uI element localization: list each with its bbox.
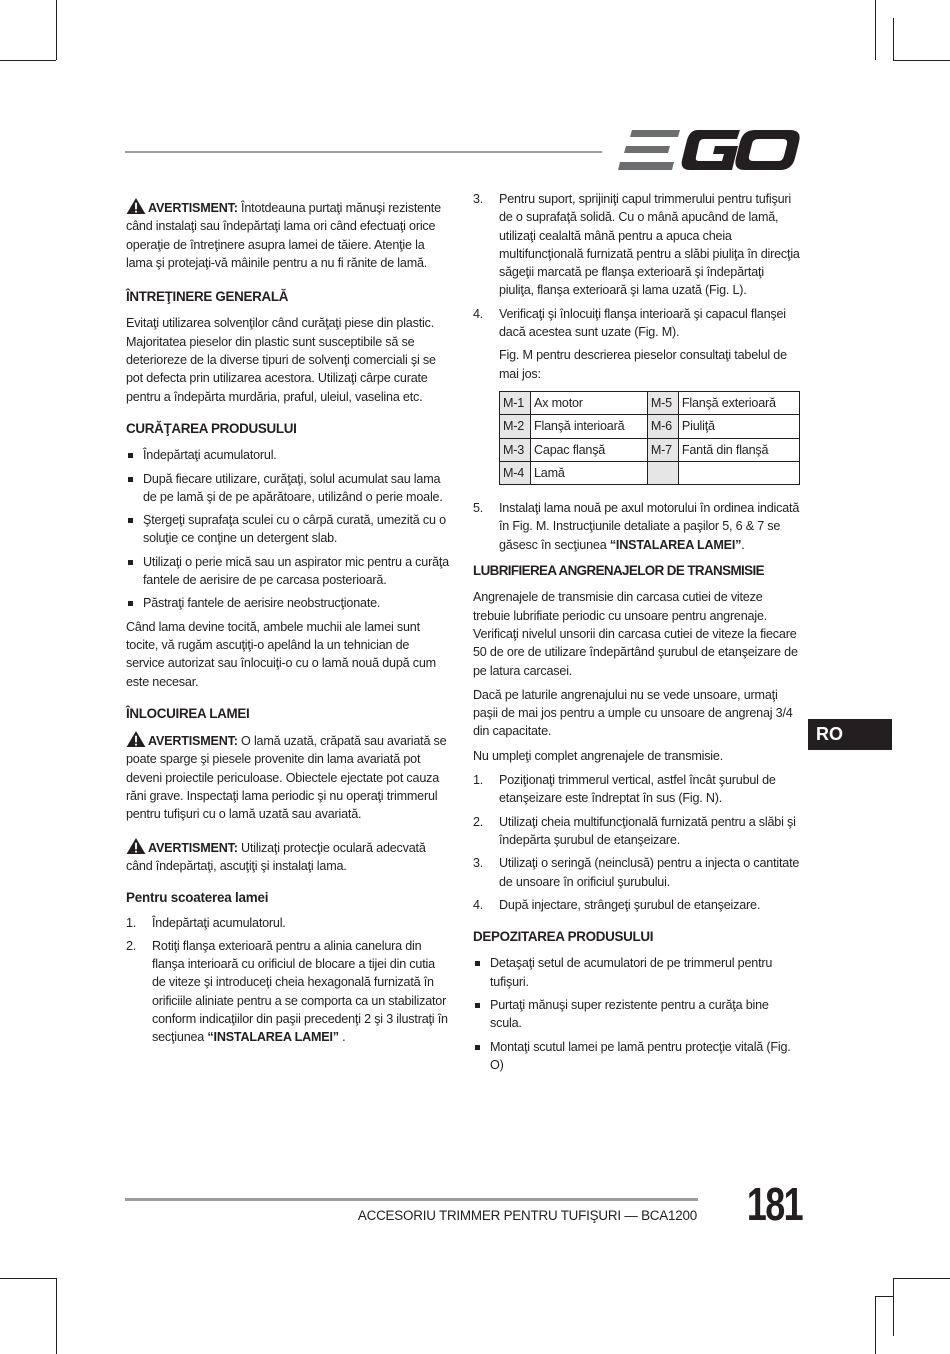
footer-rule: [125, 1198, 698, 1201]
crop-mark: [875, 1296, 876, 1354]
table-row: [500, 391, 800, 414]
part-code: M-1: [500, 391, 531, 414]
ego-logo: [618, 130, 800, 170]
section-heading-storage: DEPOZITAREA PRODUSULUI: [473, 929, 654, 945]
section-heading-cleaning: CURĂŢAREA PRODUSULUI: [126, 420, 297, 436]
crop-mark: [893, 1278, 950, 1279]
step-number: 1.: [473, 773, 484, 788]
list-item: [473, 499, 801, 554]
part-name: Flanşă exterioară: [678, 391, 799, 414]
list-item: [473, 854, 801, 891]
crop-mark: [0, 60, 56, 61]
part-name: Lamă: [531, 461, 648, 484]
step-text: Utilizaţi o seringă (neinclusă) pentru a injecta o cantitate de unsoare în orificiul şurubului.: [499, 856, 800, 889]
crop-mark: [893, 60, 950, 61]
part-name: Capac flanşă: [531, 438, 648, 461]
list-item: Montaţi scutul lamei pe lamă pentru protecţie vitală (Fig. O): [473, 1038, 801, 1075]
warning-triangle-icon: [126, 198, 146, 214]
list-item: Ştergeţi suprafaţa sculei cu o cârpă curată, umezită cu o soluţie ce conţine un detergent slab.: [126, 511, 450, 548]
warning-text: Utilizaţi protecţie oculară adecvată când îndepărtaţi, ascuţiţi şi instalaţi lama.: [126, 840, 426, 873]
table-row: [500, 415, 800, 438]
step-text: După injectare, strângeţi şurubul de etanşeizare.: [499, 897, 761, 912]
step-number: 4.: [473, 897, 484, 912]
crop-mark: [56, 1278, 57, 1354]
list-item: După fiecare utilizare, curăţaţi, solul acumulat sau lama de pe lamă şi de pe apărătoare, utilizând o perie moale.: [126, 470, 450, 507]
section-heading-general-maintenance: ÎNTREŢINERE GENERALĂ: [126, 289, 289, 305]
part-code: M-7: [647, 438, 678, 461]
crop-mark: [893, 18, 894, 60]
step-text: Poziţionaţi trimmerul vertical, astfel încât şurubul de etanşeizare este îndreptat în sus (Fig. N).: [499, 773, 776, 806]
warning-eye-protection: [126, 838, 450, 876]
list-item: Detaşaţi setul de acumulatori de pe trimmerul pentru tufişuri.: [473, 954, 801, 991]
list-item: [473, 305, 801, 342]
step-number: 5.: [473, 501, 484, 516]
part-name: Flanşă interioară: [531, 415, 648, 438]
part-code: M-2: [500, 415, 531, 438]
step-text: Instalaţi lama nouă pe axul motorului în ordinea indicată în Fig. M. Instrucţiunile detaliate a paşilor 5, 6 & 7 se găsesc în secţiunea: [499, 501, 800, 552]
table-row: [500, 438, 800, 461]
part-code: M-6: [647, 415, 678, 438]
lubrication-text: Angrenajele de transmisie din carcasa cutiei de viteze trebuie lubrifiate periodic cu unsoare pentru angrenaje. Verificaţi nivelul unsorii din carcasa cutiei de viteze la fiecare 50 de ore de utilizare îndepărtând şurubul de etanşeizare de pe latura carcasei.: [473, 590, 798, 678]
page-number: 181: [746, 1178, 802, 1230]
step-number: 3.: [473, 856, 484, 871]
part-code: M-3: [500, 438, 531, 461]
warning-triangle-icon: [126, 838, 146, 854]
step-text: Utilizaţi cheia multifuncţională furnizată pentru a slăbi şi îndepărta şurubul de etanşeizare.: [499, 814, 796, 847]
warning-label: AVERTISMENT:: [148, 734, 238, 749]
warning-label: AVERTISMENT:: [148, 201, 238, 215]
parts-table: [499, 391, 800, 485]
list-item: [473, 771, 801, 808]
list-item: [473, 896, 801, 914]
step-number: 3.: [473, 192, 484, 206]
storage-list: [473, 954, 801, 1074]
warning-triangle-icon: [126, 731, 146, 747]
list-item: [473, 190, 801, 300]
part-name: Ax motor: [531, 391, 648, 414]
cleaning-list: [126, 446, 450, 612]
crop-mark: [893, 1278, 894, 1336]
crop-mark: [875, 0, 876, 60]
list-item: Păstraţi fantele de aerisire neobstrucţionate.: [126, 594, 450, 612]
step-number: 2.: [473, 814, 484, 829]
section-heading-blade-replacement: ÎNLOCUIREA LAMEI: [126, 705, 250, 721]
crop-mark: [56, 0, 57, 60]
dull-blade-text: Când lama devine tocită, ambele muchii ale lamei sunt tocite, vă rugăm ascuţiţi-o apelând la un tehnician de service autorizat sau înlocuiţi-o cu o lamă nouă după cum este necesar.: [126, 619, 436, 689]
header-rule: [125, 151, 602, 153]
list-item: [126, 937, 450, 1047]
table-row: [500, 461, 800, 484]
step-text-end: .: [338, 1030, 346, 1045]
warning-text: O lamă uzată, crăpată sau avariată se poate sparge şi piesele provenite din lama avariată pot deveni proiectile periculoase. Obiectele ejectate pot cauza răni grave. Inspectaţi lama periodic şi nu operaţi trimmerul pentru tufişuri cu o lamă uzată sau avariată.: [126, 734, 447, 822]
step-text: Îndepărtaţi acumulatorul.: [152, 915, 286, 930]
table-intro: Fig. M pentru descrierea pieselor consultaţi tabelul de mai jos:: [499, 348, 787, 381]
blade-removal-steps-continued: [473, 190, 801, 341]
list-item: [473, 813, 801, 850]
lubrication-text: Dacă pe laturile angrenajului nu se vede unsoare, urmaţi paşii de mai jos pentru a umple cu unsoare de angrenaj 3/4 din capacitate.: [473, 687, 793, 739]
part-code: M-4: [500, 461, 531, 484]
lubrication-steps: [473, 771, 801, 914]
footer-title: ACCESORIU TRIMMER PENTRU TUFIŞURI — BCA1200: [357, 1208, 697, 1223]
crop-mark: [875, 1296, 893, 1297]
step-number: 4.: [473, 306, 484, 321]
left-column: [126, 190, 450, 1052]
section-heading-lubrication: LUBRIFIEREA ANGRENAJELOR DE TRANSMISIE: [473, 563, 764, 579]
warning-gloves: [126, 198, 450, 272]
part-code: M-5: [647, 391, 678, 414]
step-text-end: .: [741, 537, 745, 552]
blade-install-step: [473, 499, 801, 554]
list-item: Îndepărtaţi acumulatorul.: [126, 446, 450, 464]
step-number: 2.: [126, 938, 137, 953]
list-item: Purtaţi mănuşi super rezistente pentru a curăţa bine scula.: [473, 996, 801, 1033]
section-reference: “INSTALAREA LAMEI”: [609, 537, 742, 552]
part-name: Piuliţă: [678, 415, 799, 438]
subheading-blade-removal: Pentru scoaterea lamei: [126, 890, 269, 906]
blade-removal-steps: [126, 914, 450, 1047]
list-item: Utilizaţi o perie mică sau un aspirator mic pentru a curăţa fantele de aerisire de pe carcasa posterioară.: [126, 553, 450, 590]
part-name: [678, 461, 799, 484]
right-column: [473, 190, 801, 1079]
general-maintenance-text: Evitaţi utilizarea solvenţilor când curăţaţi piese din plastic. Majoritatea pieselor din plastic sunt susceptibile să se deterioreze de la diverse tipuri de solvenţi comerciali şi se pot defecta prin utilizarea acestora. Utilizaţi cârpe curate pentru a îndepărta murdăria, praful, uleiul, vaselina etc.: [126, 316, 436, 404]
part-name: Fantă din flanşă: [678, 438, 799, 461]
step-text: Verificaţi şi înlocuiţi flanşa interioară şi capacul flanşei dacă acestea sunt uzate (Fig. M).: [499, 306, 786, 340]
warning-text: Întotdeauna purtaţi mănuşi rezistente când instalaţi sau îndepărtaţi lama ori când efectuaţi orice operaţie de întreţinere asupra lamei de tăiere. Atenţie la lama şi protejaţi-vă mâinile pentru a nu fi rănite de lamă.: [126, 201, 441, 270]
step-text: Pentru suport, sprijiniţi capul trimmerului pentru tufişuri de o suprafaţă solidă. Cu o mână apucând de lamă, utilizaţi cealaltă mână pentru a apuca cheia multifuncţională furnizată pentru a slăbi piuliţa în direcţia săgeţii marcată pe flanşa exterioară şi îndepărtaţi piuliţa, flanşa exterioară şi lama uzată (Fig. L).: [499, 192, 800, 298]
crop-mark: [0, 1278, 56, 1279]
step-number: 1.: [126, 915, 137, 930]
part-code: [647, 461, 678, 484]
list-item: [126, 914, 450, 932]
warning-damaged-blade: [126, 731, 450, 823]
warning-label: AVERTISMENT:: [148, 840, 238, 855]
section-reference: “INSTALAREA LAMEI”: [207, 1030, 339, 1045]
lubrication-text: Nu umpleţi complet angrenajele de transmisie.: [473, 748, 724, 763]
step-text: Rotiţi flanşa exterioară pentru a alinia canelura din flanşa interioară cu orificiul de blocare a tijei din cutia de viteze şi introduceţi cheia hexagonală furnizată în orificiile aliniate pentru a se comporta ca un stabilizator conform indicaţiilor din paşii precedenţi 2 şi 3 ilustraţi în secţiunea: [152, 938, 448, 1045]
language-tab: RO: [808, 719, 892, 750]
